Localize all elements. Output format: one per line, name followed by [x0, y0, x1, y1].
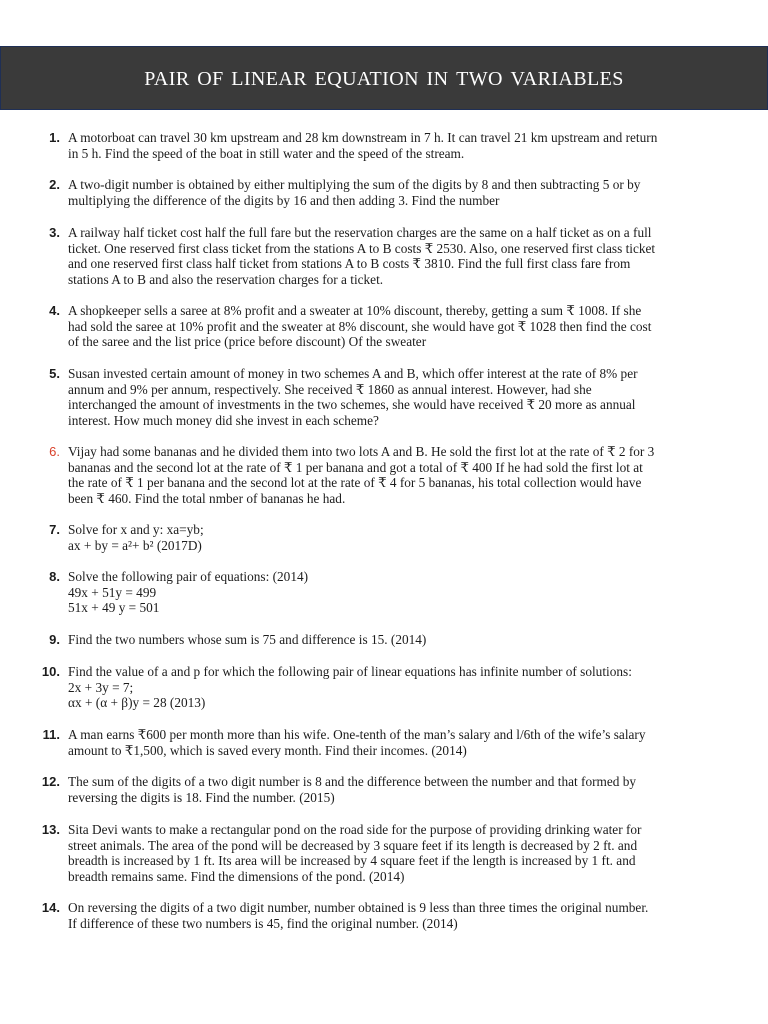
question-number: 3. [49, 225, 60, 240]
question-text: Vijay had some bananas and he divided them into two lots A and B. He sold the first lot at the rate of ₹ 2 for 3 bananas and the second lot at the rate of ₹ 1 per banana and got a total of ₹ 400 If he had sold the first lot at the rate of ₹ 1 per banana and the second lot at the rate of ₹ 4 for 5 bananas, his total collection would have been ₹ 460. Find the total nmber of bananas he had. [68, 444, 655, 507]
question-text: Find the two numbers whose sum is 75 and difference is 15. (2014) [68, 632, 427, 647]
question-text: A railway half ticket cost half the full fare but the reservation charges are the same on a half ticket as on a full ticket. One reserved first class ticket from the stations A to B costs ₹ 2530. Also, one reserved first class ticket and one reserved first class half ticket from stations A to B costs ₹ 3810. Find the full first class fare from stations A to B and also the reservation charges for a ticket. [68, 225, 656, 288]
question-text: On reversing the digits of a two digit number, number obtained is 9 less than three times the original number. If difference of these two numbers is 45, find the original number. (2014) [68, 900, 649, 931]
question-number: 5. [49, 366, 60, 381]
question-number: 4. [49, 303, 60, 318]
question-text: A two-digit number is obtained by either multiplying the sum of the digits by 8 and then subtracting 5 or by multiplying the difference of the digits by 16 and then adding 3. Find the number [68, 177, 641, 208]
question-text: The sum of the digits of a two digit number is 8 and the difference between the number and that formed by reversing the digits is 18. Find the number. (2015) [68, 774, 637, 805]
question-number: 7. [49, 522, 60, 537]
question-text: A man earns ₹600 per month more than his wife. One-tenth of the man’s salary and l/6th of the wife’s salary amount to ₹1,500, which is saved every month. Find their incomes. (2014) [68, 727, 646, 758]
question-text: Solve the following pair of equations: (2014) 49x + 51y = 499 51x + 49 y = 501 [68, 569, 309, 616]
question-number: 10. [41, 664, 60, 679]
question-number: 2. [49, 177, 60, 192]
question-number: 9. [49, 632, 60, 647]
question-number: 1. [49, 130, 60, 145]
question-text: A shopkeeper sells a saree at 8% profit and a sweater at 10% discount, thereby, getting a sum ₹ 1008. If she had sold the saree at 10% profit and the sweater at 8% discount, she would have got ₹ 1028 then find the cost of the saree and the list price (price before discount) Of the sweater [68, 303, 652, 350]
question-text: A motorboat can travel 30 km upstream and 28 km downstream in 7 h. It can travel 21 km upstream and return in 5 h. Find the speed of the boat in still water and the speed of the stream. [68, 130, 658, 161]
title-banner [0, 46, 768, 110]
question-number: 12. [41, 774, 60, 789]
question-text: Solve for x and y: xa=yb; ax + by = a²+ b² (2017D) [68, 522, 204, 553]
question-text: Susan invested certain amount of money in two schemes A and B, which offer interest at the rate of 8% per annum and 9% per annum, respectively. She received ₹ 1860 as annual interest. However, had she interchanged the amount of investments in the two schemes, she would have received ₹ 20 more as annual interest. How much money did she invest in each scheme? [68, 366, 638, 429]
question-number: 13. [41, 822, 60, 837]
question-text: Find the value of a and p for which the following pair of linear equations has infinite number of solutions: 2x + 3y = 7; αx + (α + β)y = 28 (2013) [68, 664, 632, 711]
question-number: 14. [41, 900, 60, 915]
question-number: 6. [49, 444, 60, 459]
question-number: 8. [49, 569, 60, 584]
question-text: Sita Devi wants to make a rectangular pond on the road side for the purpose of providing drinking water for street animals. The area of the pond will be decreased by 3 square feet if its length is decreased by 2 ft. and breadth is increased by 1 ft. Its area will be increased by 4 square feet if the length is increased by 1 ft. and breadth remains same. Find the dimensions of the pond. (2014) [68, 822, 642, 885]
page-title: pair of linear equation in two variables [144, 60, 624, 92]
question-number: 11. [42, 727, 60, 742]
